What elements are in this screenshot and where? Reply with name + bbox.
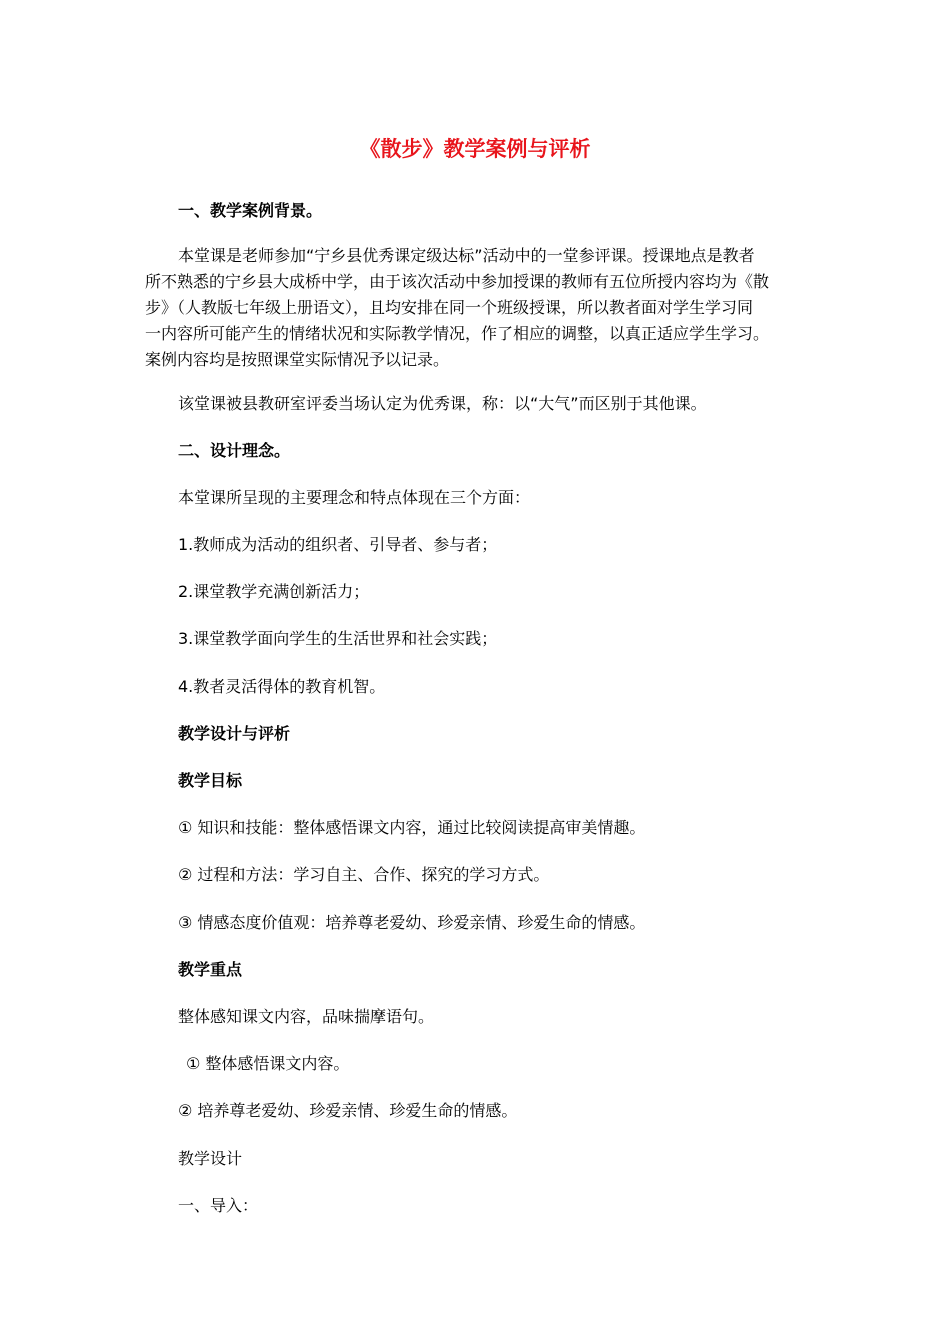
- goal-item: ① 知识和技能：整体感悟课文内容，通过比较阅读提高审美情趣。: [178, 818, 646, 837]
- goal-item: ② 过程和方法：学习自主、合作、探究的学习方式。: [178, 865, 550, 884]
- concept-item: 2.课堂教学充满创新活力；: [178, 582, 370, 601]
- section-heading-intro: 一、导入：: [178, 1196, 259, 1215]
- evaluation-paragraph: 该堂课被县教研室评委当场认定为优秀课，称：以“大气”而区别于其他课。: [178, 394, 707, 413]
- goal-item: ③ 情感态度价值观：培养尊老爱幼、珍爱亲情、珍爱生命的情感。: [178, 913, 646, 932]
- section-heading-key: 教学重点: [178, 960, 243, 979]
- paragraph-line: 所不熟悉的宁乡县大成桥中学，由于该次活动中参加授课的教师有五位所授内容均为《散: [145, 272, 770, 291]
- section-heading-background: 一、教学案例背景。: [178, 201, 323, 220]
- section-heading-goals: 教学目标: [178, 771, 243, 790]
- document-title: 《散步》教学案例与评析: [359, 137, 591, 161]
- concept-item: 3.课堂教学面向学生的生活世界和社会实践；: [178, 629, 498, 648]
- section-heading-design: 教学设计: [178, 1149, 243, 1168]
- section-heading-concept: 二、设计理念。: [178, 441, 291, 460]
- key-item: ② 培养尊老爱幼、珍爱亲情、珍爱生命的情感。: [178, 1101, 518, 1120]
- paragraph-line: 一内容所可能产生的情绪状况和实际教学情况，作了相应的调整，以真正适应学生学习。: [145, 324, 770, 343]
- concept-intro: 本堂课所呈现的主要理念和特点体现在三个方面：: [178, 488, 531, 507]
- paragraph-line: 案例内容均是按照课堂实际情况予以记录。: [145, 350, 450, 369]
- background-paragraph: [145, 243, 810, 373]
- paragraph-line: 步》（人教版七年级上册语文），且均安排在同一个班级授课，所以教者面对学生学习同: [145, 298, 754, 317]
- section-heading-design-eval: 教学设计与评析: [178, 724, 291, 743]
- paragraph-line: 本堂课是老师参加“宁乡县优秀课定级达标”活动中的一堂参评课。授课地点是教者: [178, 246, 755, 265]
- key-text: 整体感知课文内容，品味揣摩语句。: [178, 1007, 435, 1026]
- concept-item: 1.教师成为活动的组织者、引导者、参与者；: [178, 535, 498, 554]
- key-item: ① 整体感悟课文内容。: [186, 1054, 350, 1073]
- concept-item: 4.教者灵活得体的教育机智。: [178, 677, 386, 696]
